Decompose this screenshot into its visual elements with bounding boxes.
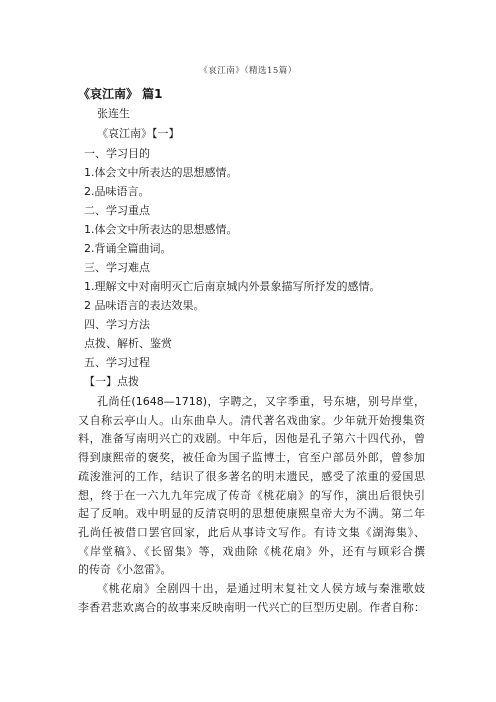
list-item: 2 品味语言的表达效果。 <box>84 299 205 312</box>
subtitle: 《哀江南》【一】 <box>97 127 180 140</box>
paragraph-author-bio <box>78 393 425 580</box>
paragraph-line: 想，终于在一六九九年完成了传奇《桃花扇》的写作，演出后很快引 <box>78 488 425 502</box>
paragraph-line: 《岸堂稿》、《长留集》等，戏曲除《桃花扇》外，还有与顾彩合撰 <box>78 544 425 558</box>
paragraph-line: 又自称云亭山人。山东曲阜人。清代著名戏曲家。少年就开始搜集资 <box>78 413 425 427</box>
list-item: 2.品味语言。 <box>84 185 150 198</box>
paragraph-line: 《桃花扇》全剧四十出，是通过明末复社文人侯方域与秦淮歌妓 <box>97 582 425 595</box>
heading-methods: 四、学习方法 <box>84 318 150 331</box>
heading-learning-goals: 一、学习目的 <box>84 147 150 160</box>
heading-difficulties: 三、学习难点 <box>84 261 150 274</box>
list-item: 1.体会文中所表达的思想感情。 <box>84 166 238 179</box>
paragraph-line: 孔尚任(1648—1718)，字聘之，又字季重，号东塘，别号岸堂， <box>97 395 425 408</box>
heading-key-points: 二、学习重点 <box>84 204 150 217</box>
paragraph-line: 孔尚任被借口罢官回家，此后从事诗文写作。有诗文集《湖海集》、 <box>78 525 425 539</box>
heading-process: 五、学习过程 <box>84 356 150 369</box>
paragraph-play-intro <box>78 580 425 617</box>
paragraph-line: 的传奇《小忽雷》。 <box>78 563 172 577</box>
list-item: 2.背诵全篇曲词。 <box>84 242 172 255</box>
list-item: 1.理解文中对南明灭亡后南京城内外景象描写所抒发的感情。 <box>84 280 381 293</box>
page-header: 《哀江南》（精选15篇） <box>199 66 297 76</box>
subheading-pointer: 【一】点拨 <box>84 375 139 388</box>
author-name: 张连生 <box>97 107 130 120</box>
paragraph-line: 起了反响。戏中明显的反清哀明的思想使康熙皇帝大为不满。第二年 <box>78 507 425 521</box>
paragraph-line: 得到康熙帝的褒奖，被任命为国子监博士，官至户部员外郎，曾参加 <box>78 451 425 465</box>
paragraph-line: 李香君悲欢离合的故事来反映南明一代兴亡的巨型历史剧。作者自称： <box>78 600 425 614</box>
section-title: 《哀江南》 篇1 <box>78 87 163 101</box>
paragraph-line: 疏浚淮河的工作，结识了很多著名的明末遗民，感受了浓重的爱国思 <box>78 469 425 483</box>
methods-text: 点拨、解析、鉴赏 <box>84 337 172 350</box>
list-item: 1.体会文中所表达的思想感情。 <box>84 223 238 236</box>
paragraph-line: 料，准备写南明兴亡的戏剧。中年后，因他是孔子第六十四代孙，曾 <box>78 432 425 446</box>
